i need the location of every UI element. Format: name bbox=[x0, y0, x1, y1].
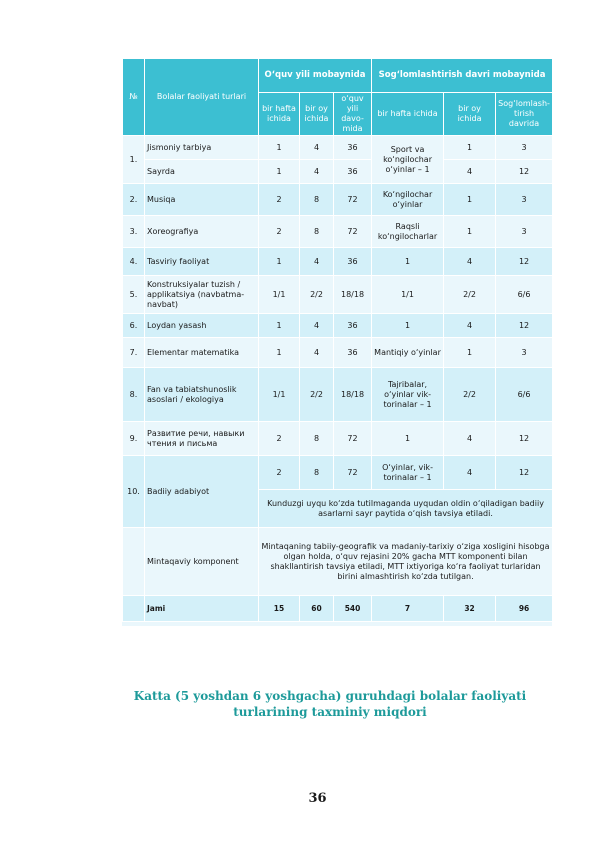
table-caption: Katta (5 yoshdan 6 yoshgacha) guruhdagi bolalar faoliyati turlarining taxminiy miqdori bbox=[133, 689, 527, 720]
table-cell: 1 bbox=[444, 136, 496, 160]
table-cell: 1 bbox=[259, 314, 300, 338]
header-per-month: bir oy ichida bbox=[300, 93, 334, 136]
total-cell: 60 bbox=[300, 596, 334, 622]
table-cell: 8 bbox=[300, 184, 334, 216]
table-cell: 3 bbox=[496, 184, 553, 216]
table-cell: 1 bbox=[444, 216, 496, 248]
header-activity: Bolalar faoliyati turlari bbox=[145, 59, 259, 136]
table-cell: 4 bbox=[444, 314, 496, 338]
table-cell: 4 bbox=[300, 248, 334, 276]
row-number: 1. bbox=[123, 136, 145, 184]
table-cell: 72 bbox=[334, 422, 372, 456]
header-health-per-month: bir oy ichida bbox=[444, 93, 496, 136]
table-cell: 12 bbox=[496, 314, 553, 338]
total-cell: 540 bbox=[334, 596, 372, 622]
table-cell: 36 bbox=[334, 248, 372, 276]
regional-component-note: Mintaqaning tabiiy-geografik va madaniy-tarixiy o‘ziga xosligini hisobga olgan holda, o‘quv rejasini 20% gacha MTT komponenti bilan shakllantirish tavsiya etiladi, MTT ixtiyoriga ko‘ra faoliyat turlaridan birini almashtirish ko‘zda tutilgan. bbox=[259, 528, 553, 596]
total-cell: 7 bbox=[372, 596, 444, 622]
table-cell: 4 bbox=[444, 248, 496, 276]
table-cell: 4 bbox=[300, 160, 334, 184]
table-cell: Raqsli ko‘ngilocharlar bbox=[372, 216, 444, 248]
row-number: 4. bbox=[123, 248, 145, 276]
header-per-year: o‘quv yili davo-mida bbox=[334, 93, 372, 136]
table-cell: 72 bbox=[334, 216, 372, 248]
table-cell: 1 bbox=[444, 338, 496, 368]
table-cell: 12 bbox=[496, 248, 553, 276]
activity-table-panel bbox=[122, 58, 552, 626]
table-cell: 72 bbox=[334, 456, 372, 490]
table-cell: O‘yinlar, vik-torinalar – 1 bbox=[372, 456, 444, 490]
table-cell: 4 bbox=[300, 314, 334, 338]
table-cell: 2/2 bbox=[444, 368, 496, 422]
header-per-week: bir hafta ichida bbox=[259, 93, 300, 136]
header-study-year: O‘quv yili mobaynida bbox=[259, 59, 372, 93]
page-number: 36 bbox=[308, 791, 327, 806]
table-cell: 4 bbox=[300, 338, 334, 368]
table-cell: Sport va ko‘ngilochar o‘yinlar – 1 bbox=[372, 136, 444, 184]
table-cell: 1 bbox=[372, 314, 444, 338]
total-cell: 15 bbox=[259, 596, 300, 622]
table-cell: 8 bbox=[300, 456, 334, 490]
table-cell: Ko‘ngilochar o‘yinlar bbox=[372, 184, 444, 216]
activity-name: Badiiy adabiyot bbox=[145, 456, 259, 528]
activity-table bbox=[122, 58, 553, 622]
table-cell: 12 bbox=[496, 456, 553, 490]
total-label: Jami bbox=[145, 596, 259, 622]
table-cell: 2/2 bbox=[300, 368, 334, 422]
table-cell: Mantiqiy o‘yinlar bbox=[372, 338, 444, 368]
row-number: 2. bbox=[123, 184, 145, 216]
activity-name: Sayrda bbox=[145, 160, 259, 184]
table-cell: 1 bbox=[372, 422, 444, 456]
activity-name: Elementar matematika bbox=[145, 338, 259, 368]
activity-name: Konstruksiyalar tuzish / applikatsiya (navbatma-navbat) bbox=[145, 276, 259, 314]
activity-name: Xoreografiya bbox=[145, 216, 259, 248]
table-cell: 2/2 bbox=[300, 276, 334, 314]
table-cell: 4 bbox=[444, 160, 496, 184]
header-health-period-total: Sog‘lomlash-tirish davrida bbox=[496, 93, 553, 136]
table-cell: 4 bbox=[444, 422, 496, 456]
row-number: 6. bbox=[123, 314, 145, 338]
table-cell: 1 bbox=[259, 160, 300, 184]
activity-name: Musiqa bbox=[145, 184, 259, 216]
table-cell: 6/6 bbox=[496, 276, 553, 314]
table-cell: 2/2 bbox=[444, 276, 496, 314]
table-cell: 1 bbox=[372, 248, 444, 276]
table-cell: 3 bbox=[496, 338, 553, 368]
table-cell: 36 bbox=[334, 160, 372, 184]
activity-name: Jismoniy tarbiya bbox=[145, 136, 259, 160]
table-cell: 36 bbox=[334, 338, 372, 368]
table-cell: 2 bbox=[259, 216, 300, 248]
activity-name: Loydan yasash bbox=[145, 314, 259, 338]
table-cell: 1 bbox=[259, 248, 300, 276]
table-cell: 8 bbox=[300, 422, 334, 456]
table-cell: 12 bbox=[496, 422, 553, 456]
table-cell: 2 bbox=[259, 422, 300, 456]
row-number: 3. bbox=[123, 216, 145, 248]
table-cell: 1/1 bbox=[259, 276, 300, 314]
table-cell: 1/1 bbox=[259, 368, 300, 422]
table-cell: 12 bbox=[496, 160, 553, 184]
table-cell: 1 bbox=[259, 136, 300, 160]
header-health-per-week: bir hafta ichida bbox=[372, 93, 444, 136]
table-cell: Tajribalar, o‘yinlar vik-torinalar – 1 bbox=[372, 368, 444, 422]
table-cell: 1/1 bbox=[372, 276, 444, 314]
table-cell: 18/18 bbox=[334, 368, 372, 422]
total-cell: 32 bbox=[444, 596, 496, 622]
row-number bbox=[123, 596, 145, 622]
table-cell: 36 bbox=[334, 136, 372, 160]
table-cell: 72 bbox=[334, 184, 372, 216]
table-cell: 4 bbox=[300, 136, 334, 160]
table-cell: 4 bbox=[444, 456, 496, 490]
table-cell: 2 bbox=[259, 184, 300, 216]
row-number bbox=[123, 528, 145, 596]
total-cell: 96 bbox=[496, 596, 553, 622]
row-number: 9. bbox=[123, 422, 145, 456]
activity-name: Развитие речи, навыки чтения и письма bbox=[145, 422, 259, 456]
table-cell: 2 bbox=[259, 456, 300, 490]
table-cell: 18/18 bbox=[334, 276, 372, 314]
row-number: 8. bbox=[123, 368, 145, 422]
table-cell: 1 bbox=[259, 338, 300, 368]
activity-name: Fan va tabiatshunoslik asoslari / ekologiya bbox=[145, 368, 259, 422]
row-number: 7. bbox=[123, 338, 145, 368]
header-number: № bbox=[123, 59, 145, 136]
table-cell: 3 bbox=[496, 136, 553, 160]
table-cell: 1 bbox=[444, 184, 496, 216]
reading-note: Kunduzgi uyqu ko‘zda tutilmaganda uyqudan oldin o‘qiladigan badiiy asarlarni sayr paytida o‘qish tavsiya etiladi. bbox=[259, 490, 553, 528]
row-number: 10. bbox=[123, 456, 145, 528]
table-cell: 36 bbox=[334, 314, 372, 338]
activity-name: Tasviriy faoliyat bbox=[145, 248, 259, 276]
table-cell: 3 bbox=[496, 216, 553, 248]
header-health-period: Sog‘lomlashtirish davri mobaynida bbox=[372, 59, 553, 93]
table-cell: 8 bbox=[300, 216, 334, 248]
row-number: 5. bbox=[123, 276, 145, 314]
activity-name: Mintaqaviy komponent bbox=[145, 528, 259, 596]
table-cell: 6/6 bbox=[496, 368, 553, 422]
